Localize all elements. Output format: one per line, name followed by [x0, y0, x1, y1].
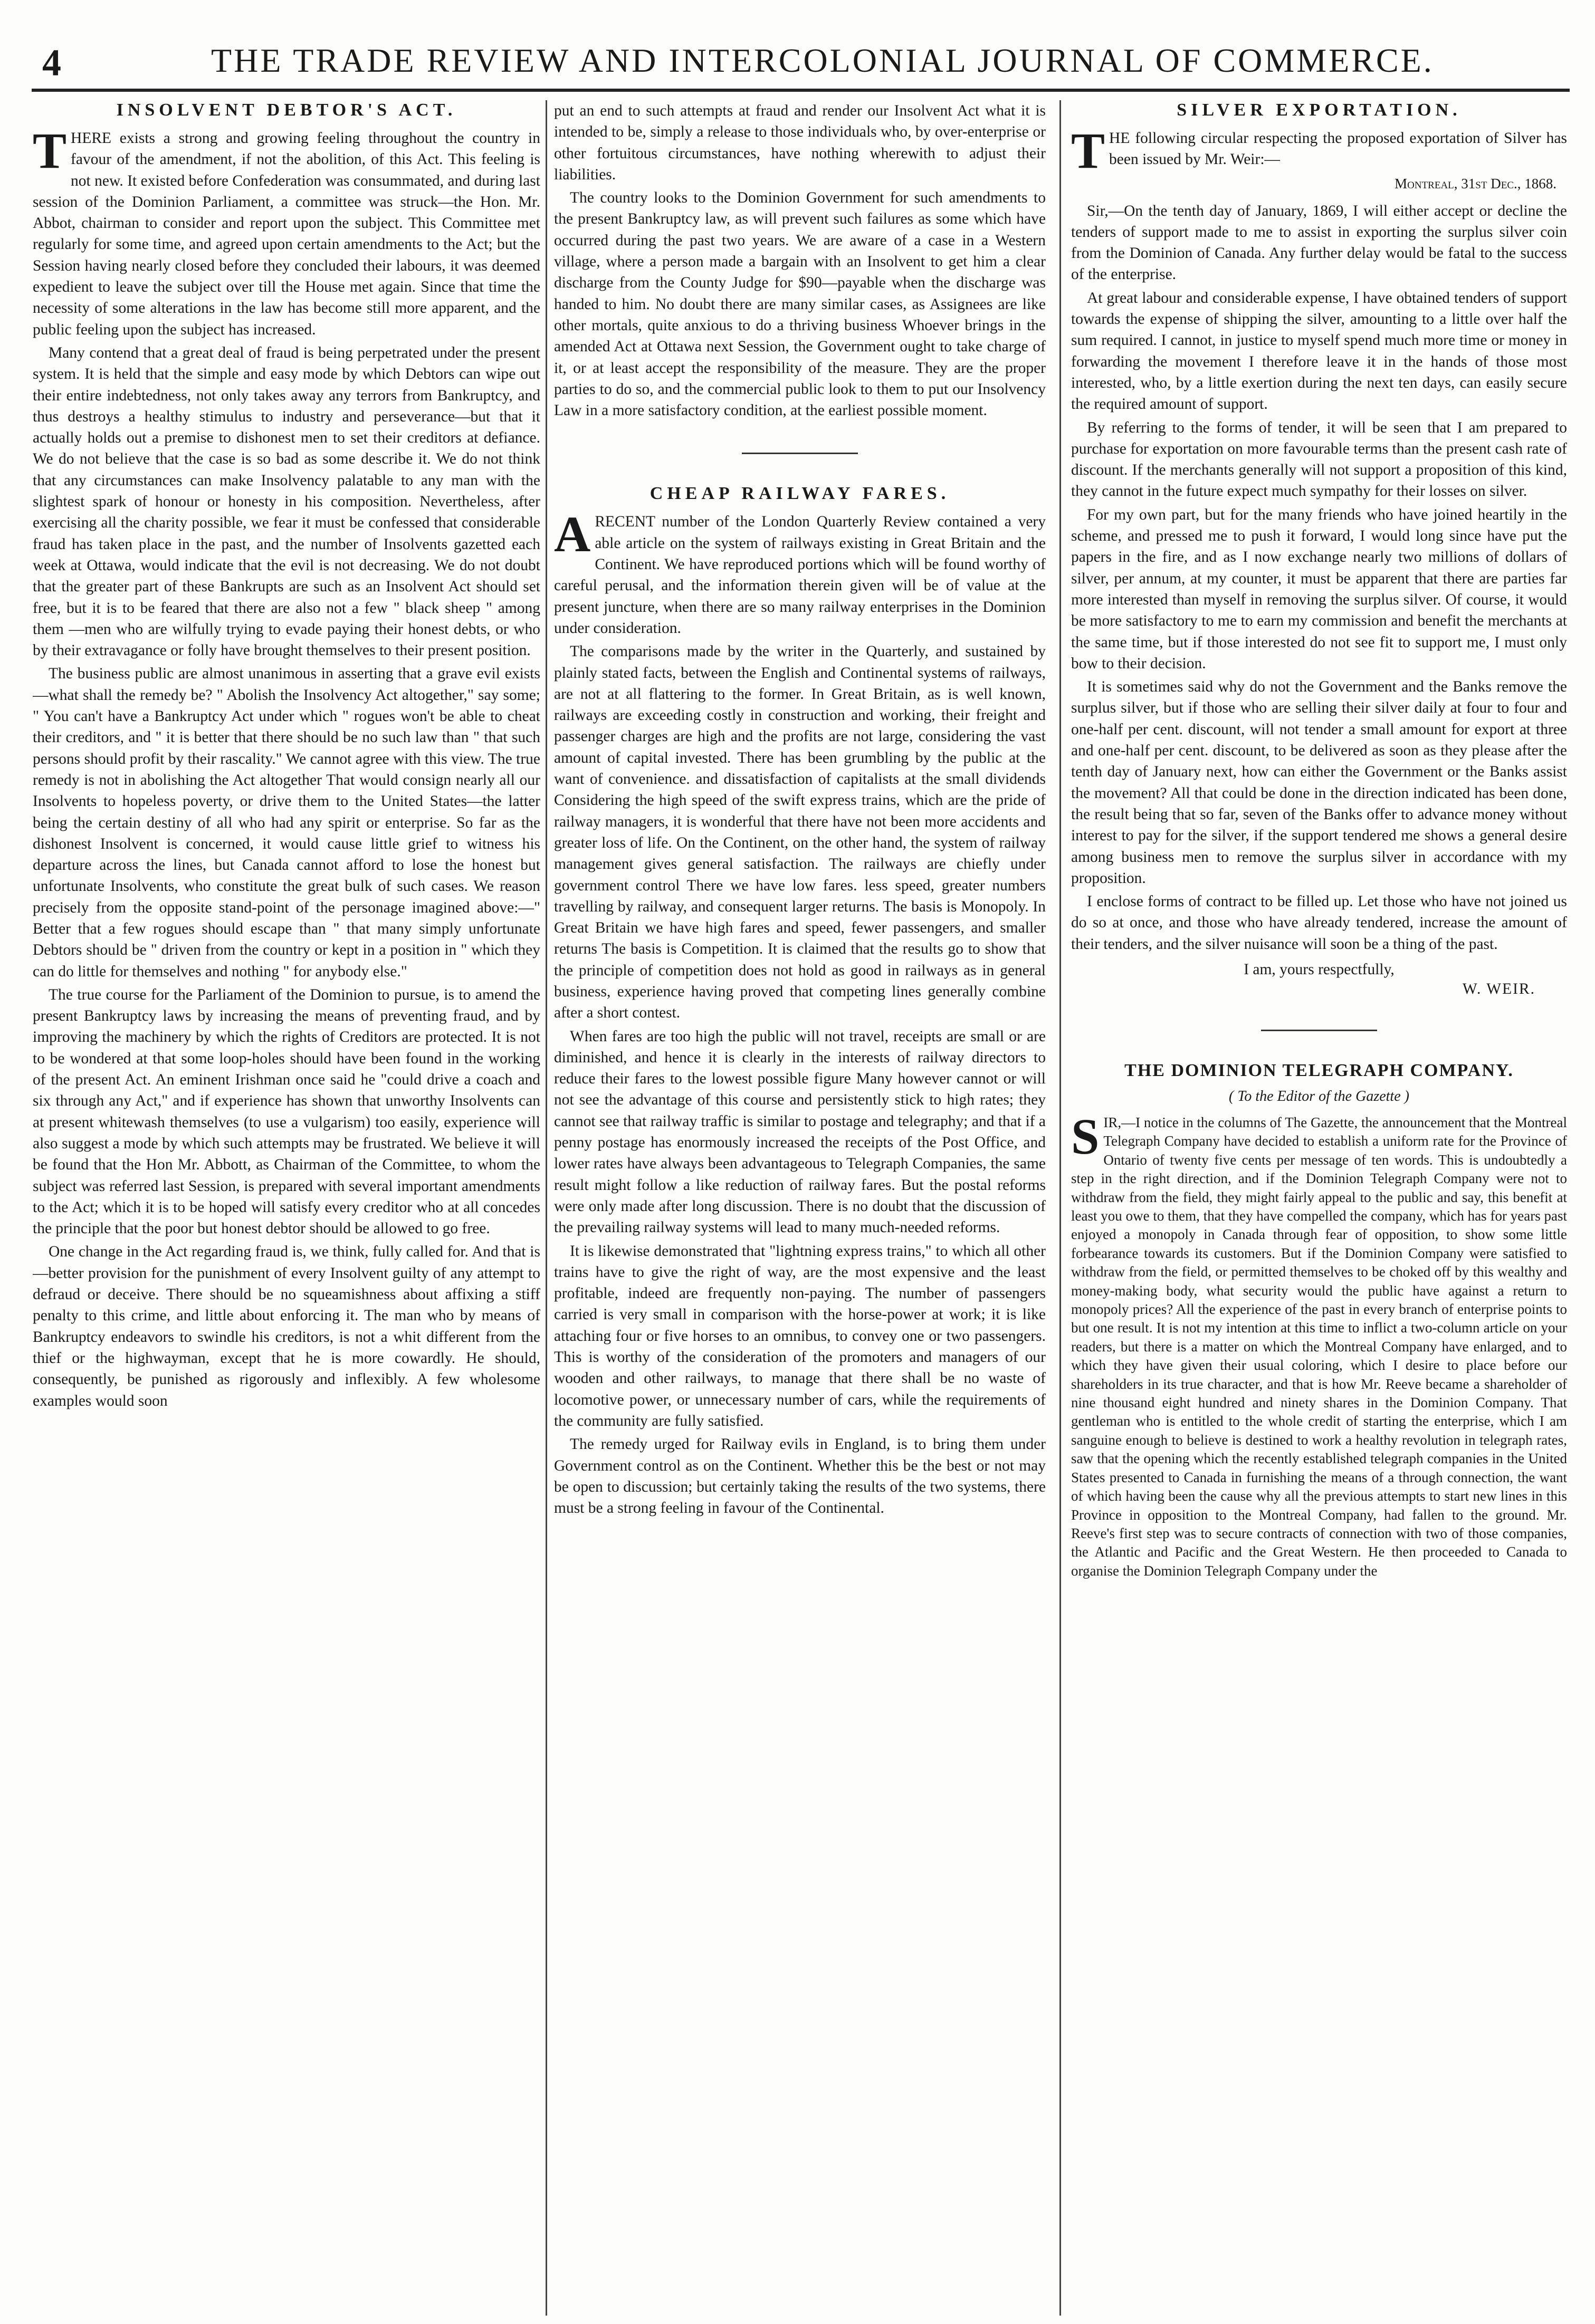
article-intro: THE following circular respecting the proposed exportation of Silver has been issued by Mr. Weir:— — [1071, 122, 1567, 179]
article-separator — [1261, 1030, 1377, 1031]
article-paragraph: It is likewise demonstrated that "lightning express trains," to which all other trains have to give the right of way, are the most expensive and the least profitable, indeed are frequently non-paying. The number of passengers carried is very small in comparison with the horse-power at work; it is like attaching four or five horses to an omnibus, to convey one or two passengers. This is worthy of the consideration of the promoters and managers of our wooden and other railways, to manage that there shall be no waste of locomotive power, or unnecessary number of cars, while the requirements of the community are fully satisfied. — [554, 1242, 1046, 1429]
article-paragraph: ARECENT number of the London Quarterly Review contained a very able article on the system of railways existing in Great Britain and the Continent. We have reproduced portions which will be found worthy of careful perusal, and the information therein given will be of value at the present juncture, when there are so many railway enterprises in the Dominion under consideration. — [554, 506, 1046, 637]
article-paragraph: I enclose forms of contract to be filled up. Let those who have not joined us do so at once, and those who have already tendered, increase the amount of their tenders, and the silver nuisance will soon be a thing of the past. — [1071, 893, 1567, 953]
letter-signature: W. WEIR. — [1462, 980, 1535, 997]
header-rule — [32, 89, 1570, 92]
article-paragraph: By referring to the forms of tender, it will be seen that I am prepared to purchase for exportation on more favourable terms than the present cash rate of discount. If the merchants generally will not support a proposition of this kind, they cannot in the future expect much sympathy for their losses on silver. — [1071, 419, 1567, 500]
article-paragraph: When fares are too high the public will not travel, receipts are small or are diminished, and hence it is clearly in the interests of railway directors to reduce their fares to the lowest possible figure Many however cannot or will not see the advantage of this course and persistently stick to high rates; they cannot see that railway traffic is similar to postage and telegraphy; and that if a penny postage has enormously increased the receipts of the Post Office, and lower rates have always been advantageous to Telegraph Companies, the same result might follow a like reduction of railway fares. But the postal reforms were only made after long discussion. There is no doubt that the discussion of the prevailing railway systems will lead to many much-needed reforms. — [554, 1027, 1046, 1236]
article-paragraph: For my own part, but for the many friends who have joined heartily in the scheme, and pressed me to push it forward, I would long since have put the papers in the fire, and as I now exchange nearly two millions of dollars of silver, per annum, at my counter, it must be apparent that there are parties far more interested than myself in removing the surplus silver. Of course, it would be more satisfactory to me to earn my commission and benefit the merchants at the same time, but if those interested do not see fit to support me, I must only bow to their decision. — [1071, 506, 1567, 672]
column-2 — [554, 100, 1046, 2316]
column-3 — [1071, 100, 1567, 2316]
article-title-telegraph: THE DOMINION TELEGRAPH COMPANY. — [1124, 1060, 1514, 1080]
drop-cap: T — [33, 122, 67, 179]
article-paragraph: The true course for the Parliament of the Dominion to pursue, is to amend the present Bankruptcy laws by increasing the means of preventing fraud, and by improving the machinery by which the rights of Creditors are protected. It is not to be wondered at that some loop-holes should have been found in the working of the present Act. An eminent Irishman once said he "could drive a coach and six through any Act," and if experience has shown that unworthy Insolvents can at present whitewash themselves (to use a vulgarism) too easily, experience will also suggest a mode by which such attempts may be frustrated. We believe it will be found that the Hon Mr. Abbott, as Chairman of the Committee, to whom the subject was referred last Session, is prepared with several important amendments to the Act; which it is to be hoped will satisfy every creditor who at all concedes the principle that the poor but honest debtor should be allowed to go free. — [33, 986, 540, 1237]
article-continuation: put an end to such attempts at fraud and render our Insolvent Act what it is intended to be, simply a release to those individuals who, by over-enterprise or other fortuitous circumstances, have nothing wherewith to adjust their liabilities. — [554, 102, 1046, 183]
article-paragraph: At great labour and considerable expense, I have obtained tenders of support towards the expense of shipping the silver, amounting to a little over half the sum required. I cannot, in justice to myself spend much more time or money in forwarding the movement I therefore leave it in the hands of those most interested, who, by a little exertion during the next ten days, can easily secure the required amount of support. — [1071, 289, 1567, 413]
article-separator — [742, 453, 858, 454]
journal-title: THE TRADE REVIEW AND INTERCOLONIAL JOURNAL OF COMMERCE. — [211, 42, 1434, 79]
drop-cap: S — [1071, 1108, 1100, 1165]
drop-cap: A — [554, 506, 591, 563]
article-title-silver: SILVER EXPORTATION. — [1177, 100, 1462, 120]
page-number: 4 — [42, 42, 61, 84]
letter-closing: I am, yours respectfully, — [1244, 961, 1395, 978]
article-paragraph: THERE exists a strong and growing feeling throughout the country in favour of the amendment, if not the abolition, of this Act. This feeling is not new. It existed before Confederation was consummated, and during last session of the Dominion Parliament, a committee was struck—the Hon. Mr. Abbot, chairman to consider and report upon the subject. This Committee met regularly for some time, and agreed upon certain amendments to the Act; but the Session having nearly closed before they concluded their labours, it was deemed expedient to leave the subject over till the House met again. Since that time the necessity of some alterations in the law has become still more apparent, and the public feeling upon the subject has increased. — [33, 122, 540, 338]
article-paragraph: The comparisons made by the writer in the Quarterly, and sustained by plainly stated facts, between the English and Continental systems of railways, are not at all flattering to the former. In Great Britain, as is well known, railways are exceeding costly in construction and working, their freight and passenger charges are high and the profits are not large, considering the vast amount of capital invested. There has been grumbling by the public at the want of convenience. and dissatisfaction of capitalists at the small dividends Considering the high speed of the swift express trains, which are the pride of railway managers, it is wonderful that there have not been more accidents and greater loss of life. On the Continent, on the other hand, the system of railway management gives general satisfaction. The railways are chiefly under government control There we have low fares. less speed, greater numbers travelling by railway, and consequent larger returns. The basis is Monopoly. In Great Britain we have high fares and speed, fewer passengers, and smaller returns The basis is Competition. It is claimed that the results go to show that the principle of competition does not hold as good in railways as in general business, experience having proved that competing lines generally combine after a short contest. — [554, 643, 1046, 1022]
article-paragraph: It is sometimes said why do not the Government and the Banks remove the surplus silver, but if those who are selling their silver daily at four to four and one-half per cent. discount, will not tender a small amount for export at three and one-half per cent. discount, to be delivered as soon as they please after the tenth day of January next, how can either the Government or the Banks assist the movement? All that could be done in the direction indicated has been done, the result being that so far, seven of the Banks offer to advance money without interest to pay for the silver, if the support tendered me shows a general desire among business men to remove the surplus silver in accordance with my proposition. — [1071, 678, 1567, 887]
masthead — [32, 38, 1572, 85]
drop-cap: T — [1071, 122, 1105, 179]
article-paragraph: One change in the Act regarding fraud is, we think, fully called for. And that is—better provision for the punishment of every Insolvent guilty of any attempt to defraud or deceive. There should be no squeamishness about affixing a stiff penalty to this crime, and little about enforcing it. The man who by means of Bankruptcy endeavors to swindle his creditors, is not a whit different from the thief or the highwayman, except that he is more cowardly. He should, consequently, be punished as rigorously and inflexibly. A few wholesome examples would soon — [33, 1243, 540, 1409]
column-1 — [33, 100, 540, 2316]
article-title-insolvent: INSOLVENT DEBTOR'S ACT. — [116, 100, 457, 120]
article-paragraph: The country looks to the Dominion Government for such amendments to the present Bankruptcy law, as will prevent such failures as some which have occurred during the past two years. We are aware of a case in a Western village, where a person made a bargain with an Insolvent to get him a clear discharge from the County Judge for $90—payable when the discharge was handed to him. No doubt there are many similar cases, as Assignees are like other mortals, quite anxious to do a thriving business Whoever brings in the amended Act at Ottawa next Session, the Government ought to take charge of it, or at least accept the responsibility of the measure. They are the proper parties to do so, and the commercial public look to them to put our Insolvency Law in a more satisfactory condition, at the earliest possible moment. — [554, 189, 1046, 419]
article-title-railway: CHEAP RAILWAY FARES. — [650, 484, 950, 504]
column-divider — [546, 100, 547, 2316]
column-divider — [1059, 100, 1061, 2316]
article-paragraph: Sir,—On the tenth day of January, 1869, I will either accept or decline the tenders of support made to me to assist in exporting the surplus silver coin from the Dominion of Canada. Any further delay would be fatal to the success of the enterprise. — [1071, 202, 1567, 283]
article-paragraph: The business public are almost unanimous in asserting that a grave evil exists—what shall the remedy be? " Abolish the Insolvency Act altogether," say some; " You can't have a Bankruptcy Act under which " rogues won't be able to cheat their creditors, and " it is better that there should be no such law than " that such persons should profit by their rascality." We cannot agree with this view. The true remedy is not in abolishing the Act altogether That would consign nearly all our Insolvents to hopeless poverty, or drive them to the United States—the latter being the certain destiny of all who had any spirit or enterprise. So far as the dishonest Insolvent is concerned, it would cause little grief to witness his departure across the lines, but Canada cannot afford to lose the honest but unfortunate Insolvents, who constitute the great bulk of such cases. We reason precisely from the opposite stand-point of the personage imagined above:—" Better that a few rogues should escape than " that many simply unfortunate Debtors should be " driven from the country or kept in a position in " which they can do little for themselves and nothing " for anybody else." — [33, 665, 540, 980]
article-paragraph: The remedy urged for Railway evils in England, is to bring them under Government control as on the Continent. Whether this be the best or not may be open to discussion; but certainly taking the results of the two systems, there must be a strong feeling in favour of the Continental. — [554, 1436, 1046, 1517]
letter-dateline: Montreal, 31st Dec., 1868. — [1395, 175, 1556, 191]
article-paragraph: SIR,—I notice in the columns of The Gazette, the announcement that the Montreal Telegraph Company have decided to establish a uniform rate for the Province of Ontario of twenty five cents per message of ten words. This is undoubtedly a step in the right direction, and if the Dominion Telegraph Company were not to withdraw from the field, they might fairly appeal to the public and say, this benefit at least you owe to them, that they have compelled the company, which has for years past enjoyed a monopoly in Canada through fear of opposition, to show some little forbearance towards its customers. But if the Dominion Company were satisfied to withdraw from the field, or permitted themselves to be choked off by this wealthy and money-making body, what security would the public have against a return to monopoly prices? All the experience of the past in every branch of enterprise points to but one result. It is not my intention at this time to inflict a two-column article on your readers, but there is a matter on which the Montreal Company have enlarged, and to which they have given their usual coloring, which I desire to place before our shareholders in its true character, and that is how Mr. Reeve became a shareholder of nine thousand eight hundred and ninety shares in the Dominion Company. That gentleman who is entitled to the whole credit of starting the enterprise, which I am sanguine enough to believe is destined to work a healthy revolution in telegraph rates, saw that the opening which the recently established telegraph companies in the United States presented to Canada in furnishing the means of a through connection, the want of which having been the cause why all the previous attempts to start new lines in this Province in opposition to the Montreal Company, had fallen to the ground. Mr. Reeve's first step was to secure contracts of connection with two of those companies, the Atlantic and Pacific and the Great Western. He then proceeded to Canada to organise the Dominion Telegraph Company under the — [1071, 1108, 1567, 1579]
article-paragraph: Many contend that a great deal of fraud is being perpetrated under the present system. It is held that the simple and easy mode by which Debtors can wipe out their entire indebtedness, not only takes away any terrors from Bankruptcy, and thus destroys a healthy stimulus to industry and perseverance—but that it actually holds out a premise to dishonest men to set their creditors at defiance. We do not believe that the case is so bad as some describe it. We do not think that any circumstances can make Insolvency palatable to any man with the slightest spark of honour or honesty in his composition. Nevertheless, after exercising all the charity possible, we fear it must be confessed that considerable fraud has taken place in the past, and the number of Insolvents gazetted each week at Ottawa, would indicate that the evil is not decreasing. We do not doubt that the greater part of these Bankrupts are such as an Insolvent Act should set free, but it is to be feared that there are also not a few " black sheep " among them —men who are wilfully trying to evade paying their honest debts, or who by their extravagance or folly have brought themselves to their present position. — [33, 344, 540, 659]
article-subtitle: ( To the Editor of the Gazette ) — [1229, 1088, 1409, 1105]
